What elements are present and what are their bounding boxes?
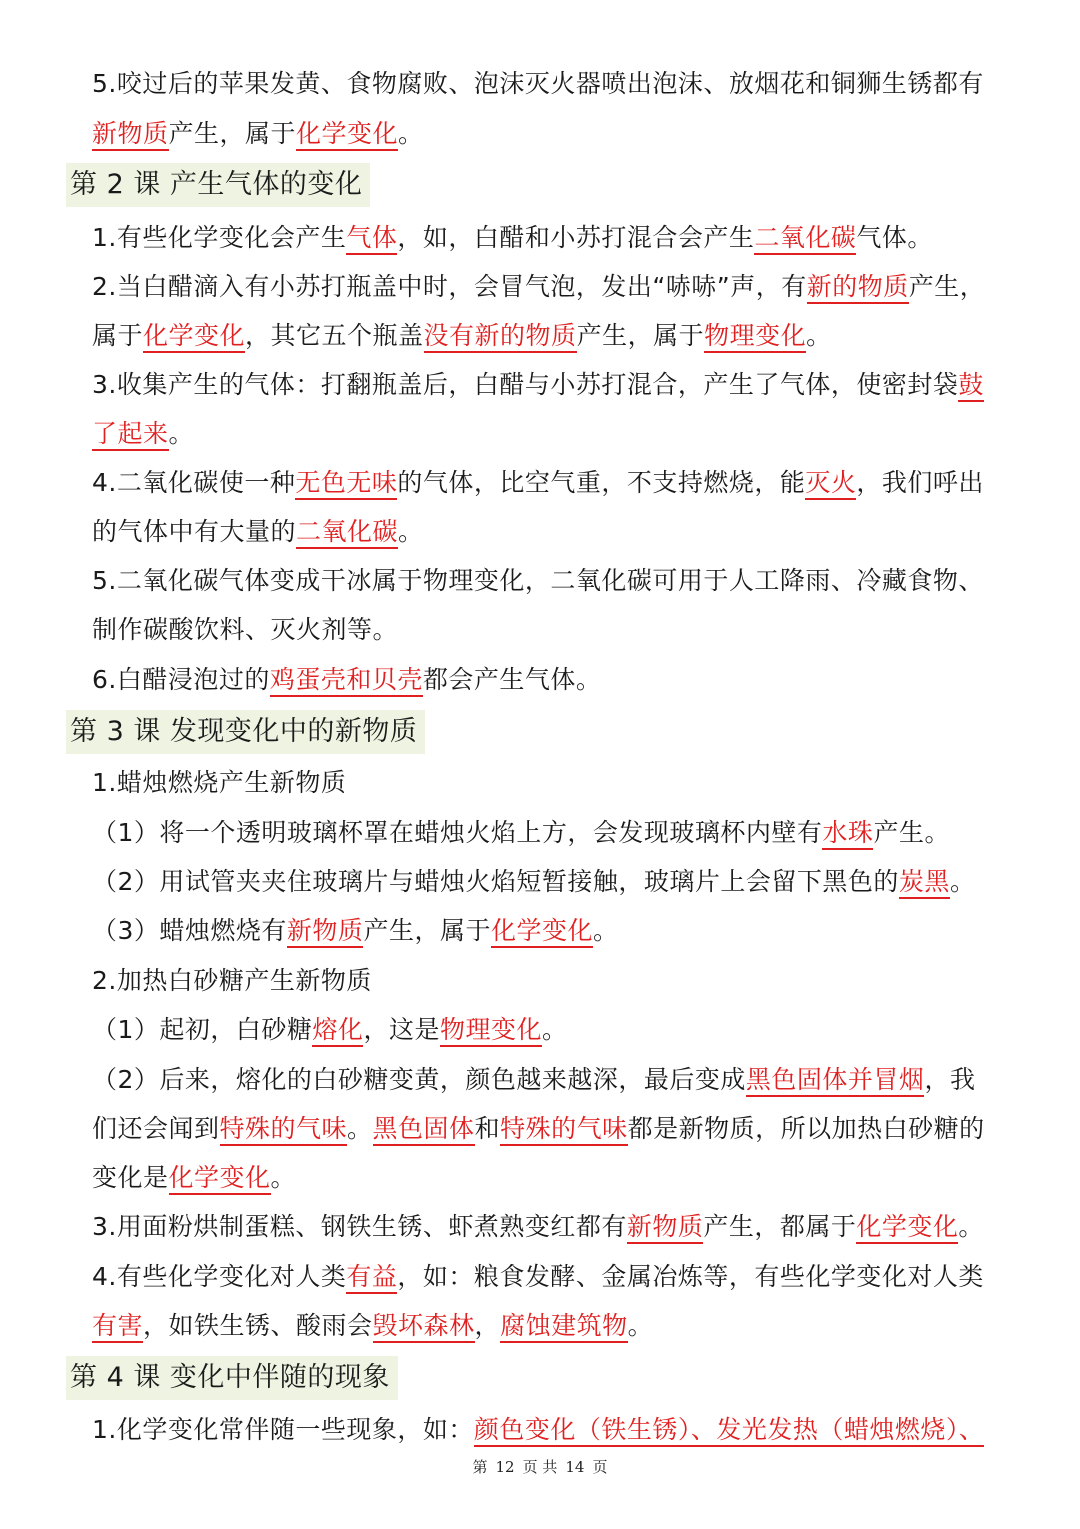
highlighted-term: 没有新的物质 [424,321,577,353]
text-segment: 。 [398,119,424,148]
text-line [92,66,984,102]
text-segment: 的气体中有大量的 [92,517,297,546]
lesson-heading: 第 3 课 发现变化中的新物质 [66,710,425,754]
footer-mid: 页 共 [522,1458,558,1476]
lesson-heading: 第 4 课 变化中伴随的现象 [66,1356,398,1400]
text-segment: 3.收集产生的气体：打翻瓶盖后，白醋与小苏打混合，产生了气体，使密封袋 [92,370,959,399]
text-line [92,1209,984,1245]
text-line [92,367,984,403]
text-line [92,864,975,900]
text-segment: 都是新物质，所以加热白砂糖的 [627,1114,985,1143]
text-segment: 产生。 [873,818,950,847]
text-segment: 5.咬过后的苹果发黄、食物腐败、泡沫灭火器喷出泡沫、放烟花和铜狮生锈都有 [92,69,984,98]
footer-suffix: 页 [592,1458,608,1476]
text-segment: 产生，属于 [363,916,491,945]
highlighted-term: 新物质 [627,1212,704,1244]
text-segment: （3）蜡烛燃烧有 [92,916,287,945]
text-segment: 。 [958,1212,984,1241]
text-line [92,662,601,698]
highlighted-term: 新的物质 [807,272,909,304]
text-line [92,1012,567,1048]
highlighted-term: 化学变化 [856,1212,958,1244]
text-line [92,913,618,949]
highlighted-term: 熔化 [312,1015,363,1047]
highlighted-term: 化学变化 [169,1163,271,1195]
text-segment: 和 [474,1114,501,1143]
text-segment: ，如，白醋和小苏打混合会产生 [397,223,755,252]
text-segment: 6.白醋浸泡过的 [92,665,270,694]
text-segment: 产生，属于 [168,119,297,148]
text-segment: 2.加热白砂糖产生新物质 [92,966,372,995]
text-segment: 。 [398,517,424,546]
page-footer [0,1456,1080,1477]
highlighted-term: 了起来 [92,419,169,451]
text-segment: （1）将一个透明玻璃杯罩在蜡烛火焰上方，会发现玻璃杯内壁有 [92,818,823,847]
highlighted-term: 气体 [346,223,397,255]
text-segment: 1.蜡烛燃烧产生新物质 [92,768,347,797]
text-line [92,220,933,256]
text-segment: 的气体，比空气重，不支持燃烧，能 [397,468,806,497]
highlighted-term: 黑色固体并冒烟 [746,1065,925,1097]
text-line [92,318,832,354]
footer-total-pages: 14 [565,1458,585,1476]
highlighted-term: 鼓 [958,370,984,402]
text-line [92,765,346,801]
highlighted-term: 新物质 [287,916,364,948]
text-line [92,1062,975,1098]
text-segment: 4.有些化学变化对人类 [92,1262,347,1291]
text-segment: 产生， [908,272,986,301]
text-segment: ，其它五个瓶盖 [245,321,424,350]
text-segment: 们还会闻到 [92,1114,220,1143]
text-line [92,1412,984,1448]
highlighted-term: 毁坏森林 [373,1311,475,1343]
text-segment: 制作碳酸饮料、灭火剂等。 [92,615,399,644]
highlighted-term: 黑色固体 [373,1114,475,1146]
text-line [92,1259,984,1295]
text-segment: 产生，都属于 [703,1212,857,1241]
highlighted-term: 无色无味 [295,468,397,500]
text-segment: 。 [592,916,619,945]
footer-prefix: 第 [472,1458,488,1476]
highlighted-term: 化学变化 [296,119,398,151]
highlighted-term: 二氧化碳 [754,223,856,255]
text-segment: 产生，属于 [576,321,705,350]
text-line [92,465,984,501]
highlighted-term: 化学变化 [143,321,245,353]
text-segment: 1.化学变化常伴随一些现象，如： [92,1415,474,1444]
highlighted-term: 物理变化 [704,321,806,353]
text-line [92,612,398,648]
highlighted-term: 新物质 [92,119,169,151]
text-segment: 5.二氧化碳气体变成干冰属于物理变化，二氧化碳可用于人工降雨、冷藏食物、 [92,566,984,595]
highlighted-term: 腐蚀建筑物 [500,1311,628,1343]
text-line [92,1160,296,1196]
text-segment: 气体。 [856,223,933,252]
text-line [92,1111,985,1147]
text-segment: ，如铁生锈、酸雨会 [143,1311,373,1340]
footer-page-number: 12 [495,1458,515,1476]
text-line [92,116,424,152]
text-segment: 变化是 [92,1163,169,1192]
text-segment: ，我 [924,1065,976,1094]
text-segment: ，这是 [363,1015,440,1044]
highlighted-term: 水珠 [822,818,873,850]
text-segment: 。 [347,1114,373,1143]
text-segment: 3.用面粉烘制蛋糕、钢铁生锈、虾煮熟变红都有 [92,1212,627,1241]
text-segment: ， [474,1311,501,1340]
text-segment: 。 [949,867,976,896]
text-line [92,563,984,599]
highlighted-term: 特殊的气味 [220,1114,348,1146]
text-segment: 属于 [92,321,144,350]
text-segment: 。 [541,1015,568,1044]
text-segment: 。 [627,1311,654,1340]
text-segment: 1.有些化学变化会产生 [92,223,347,252]
text-segment: 都会产生气体。 [422,665,602,694]
text-segment: （1）起初，白砂糖 [92,1015,313,1044]
text-segment: 。 [806,321,832,350]
text-segment: 。 [270,1163,297,1192]
text-line [92,269,985,305]
text-segment: （2）用试管夹夹住玻璃片与蜡烛火焰短暂接触，玻璃片上会留下黑色的 [92,867,899,896]
text-line [92,1308,653,1344]
highlighted-term: 特殊的气味 [500,1114,628,1146]
highlighted-term: 二氧化碳 [296,517,398,549]
text-segment: 4.二氧化碳使一种 [92,468,296,497]
text-line [92,416,194,452]
text-segment: 2.当白醋滴入有小苏打瓶盖中时，会冒气泡，发出“哧哧”声，有 [92,272,807,301]
text-line [92,514,424,550]
highlighted-term: 颜色变化（铁生锈）、发光发热（蜡烛燃烧）、 [474,1415,985,1447]
highlighted-term: 灭火 [805,468,856,500]
highlighted-term: 鸡蛋壳和贝壳 [270,665,423,697]
text-segment: ，我们呼出 [856,468,984,497]
highlighted-term: 化学变化 [491,916,593,948]
text-segment: 。 [168,419,195,448]
highlighted-term: 有益 [346,1262,397,1294]
lesson-heading: 第 2 课 产生气体的变化 [66,163,370,207]
text-segment: （2）后来，熔化的白砂糖变黄，颜色越来越深，最后变成 [92,1065,746,1094]
highlighted-term: 物理变化 [440,1015,542,1047]
text-line [92,963,372,999]
highlighted-term: 炭黑 [899,867,950,899]
highlighted-term: 有害 [92,1311,143,1343]
text-line [92,815,950,851]
text-segment: ，如：粮食发酵、金属冶炼等，有些化学变化对人类 [397,1262,984,1291]
